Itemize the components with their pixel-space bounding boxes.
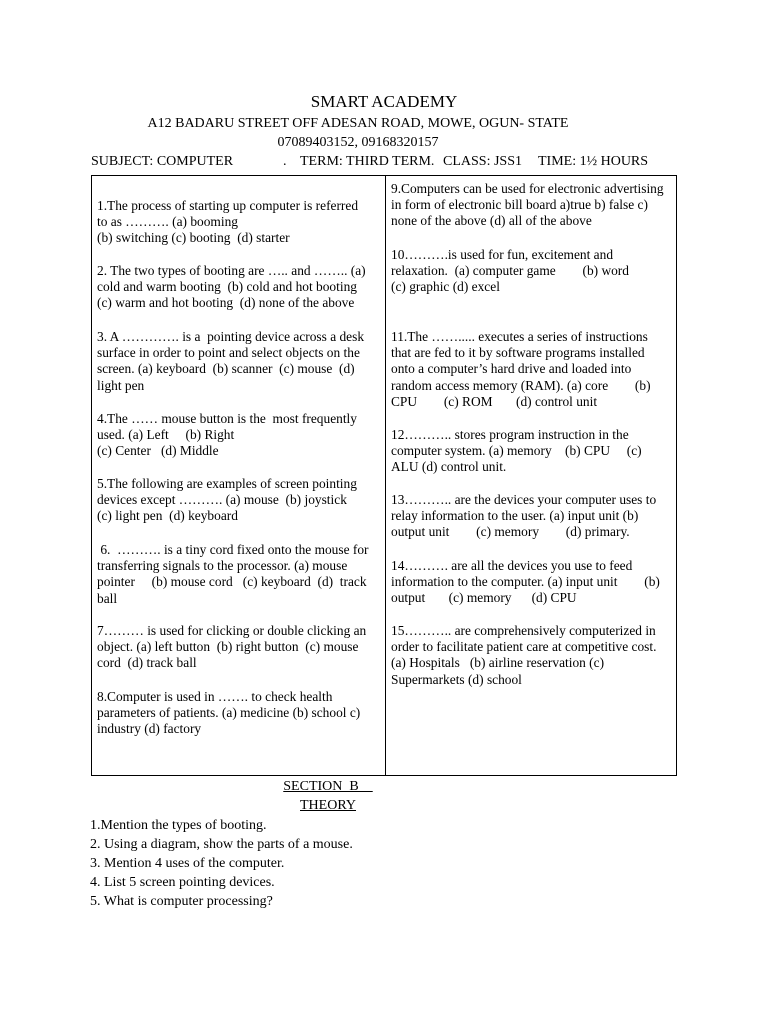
question-10: 10……….is used for fun, excitement and relaxation. (a) computer game (b) word (c) graphic (d) excel: [391, 247, 629, 295]
question-15: 15……….. are comprehensively computerized in order to facilitate patient care at competitive cost. (a) Hospitals (b) airline reservation (c) Supermarkets (d) school: [391, 623, 657, 687]
school-name: SMART ACADEMY: [310, 92, 458, 111]
question-3: 3. A …………. is a pointing device across a desk surface in order to point and select objects on the screen. (a) keyboard (b) scanner (c) mouse (d) light pen: [97, 329, 365, 393]
time-label: TIME: 1½ HOURS: [538, 154, 649, 169]
class-label: CLASS: JSS1: [443, 154, 522, 169]
question-14: 14………. are all the devices you use to feed information to the computer. (a) input unit (b) output (c) memory (d) CPU: [391, 558, 660, 606]
question-4: 4.The …… mouse button is the most frequently used. (a) Left (b) Right (c) Center (d) Middle: [97, 411, 357, 459]
question-2: 2. The two types of booting are ….. and …….. (a) cold and warm booting (b) cold and hot booting (c) warm and hot booting (d) none of the above: [97, 263, 366, 311]
objective-questions-table: [91, 175, 677, 776]
theory-heading: THEORY: [300, 798, 356, 813]
theory-question-4: 4. List 5 screen pointing devices.: [90, 875, 275, 890]
question-13: 13……….. are the devices your computer uses to relay information to the user. (a) input unit (b) output unit (c) memory (d) primary.: [391, 492, 657, 540]
theory-question-2: 2. Using a diagram, show the parts of a mouse.: [90, 837, 353, 852]
school-phones: 07089403152, 09168320157: [277, 135, 439, 150]
question-9: 9.Computers can be used for electronic advertising in form of electronic bill board a)true b) false c) none of the above (d) all of the above: [391, 181, 664, 229]
theory-question-3: 3. Mention 4 uses of the computer.: [90, 856, 285, 871]
question-8: 8.Computer is used in ……. to check health parameters of patients. (a) medicine (b) school c) industry (d) factory: [97, 689, 361, 737]
question-6: 6. ………. is a tiny cord fixed onto the mouse for transferring signals to the processor. (a) mouse pointer (b) mouse cord (c) keyboard (d) track ball: [97, 542, 369, 606]
question-7: 7……… is used for clicking or double clicking an object. (a) left button (b) right button (c) mouse cord (d) track ball: [97, 623, 367, 671]
column-divider: [385, 176, 386, 775]
theory-question-5: 5. What is computer processing?: [90, 894, 273, 909]
separator-dot: .: [283, 154, 287, 169]
school-address: A12 BADARU STREET OFF ADESAN ROAD, MOWE, OGUN- STATE: [147, 116, 569, 131]
question-5: 5.The following are examples of screen pointing devices except ………. (a) mouse (b) joystick (c) light pen (d) keyboard: [97, 476, 357, 524]
theory-question-1: 1.Mention the types of booting.: [90, 818, 267, 833]
theory-questions: [90, 816, 690, 911]
question-11: 11.The ……..... executes a series of instructions that are fed to it by software programs installed onto a computer’s hard drive and loaded into random access memory (RAM). (a) core (b) CPU (c) ROM (d) control unit: [391, 329, 651, 409]
question-1: 1.The process of starting up computer is referred to as ………. (a) booming (b) switching (c) booting (d) starter: [97, 198, 359, 246]
subject-label: SUBJECT: COMPUTER: [91, 154, 234, 169]
question-12: 12……….. stores program instruction in the computer system. (a) memory (b) CPU (c) ALU (d) control unit.: [391, 427, 642, 475]
term-label: TERM: THIRD TERM.: [300, 154, 435, 169]
section-b-title: SECTION B: [283, 779, 373, 794]
